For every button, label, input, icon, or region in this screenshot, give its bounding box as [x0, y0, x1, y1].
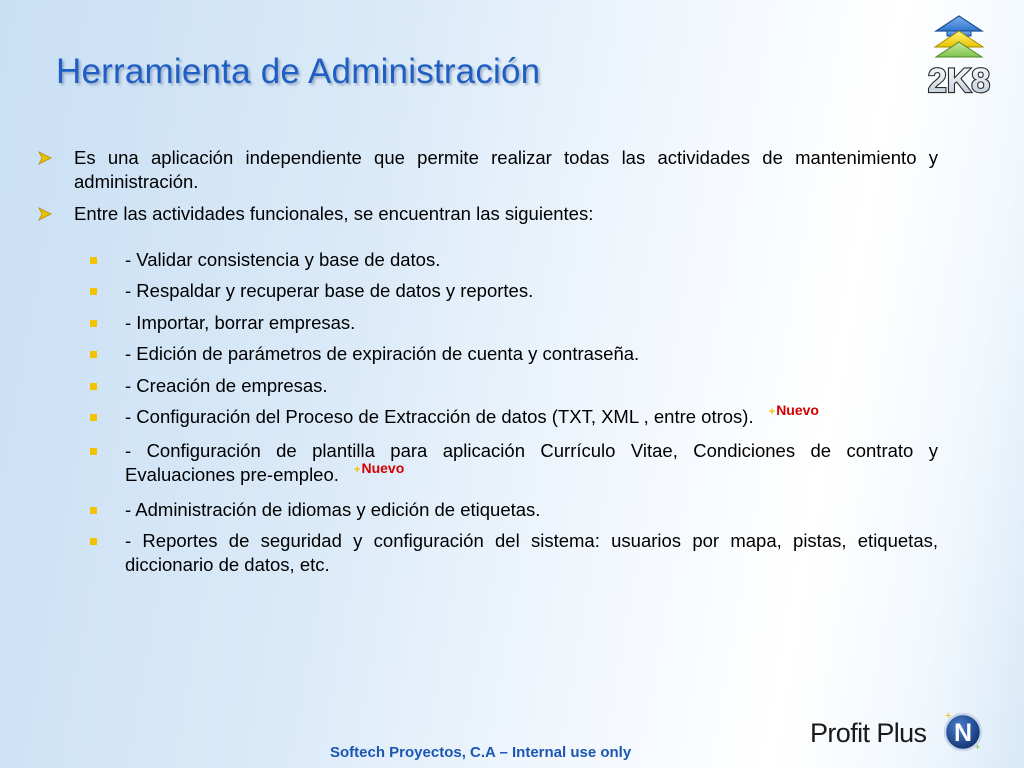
sub-bullet-text: - Importar, borrar empresas.: [125, 311, 356, 333]
nuevo-badge: [354, 460, 404, 476]
square-bullet-icon: [90, 414, 97, 421]
square-bullet-icon: [90, 320, 97, 327]
profit-plus-n-letter: N: [953, 719, 973, 747]
sub-bullet-item: [30, 311, 938, 335]
square-bullet-icon: [90, 383, 97, 390]
arrow-bullet-icon: [38, 207, 52, 221]
sub-bullet-text: - Validar consistencia y base de datos.: [125, 249, 441, 270]
nuevo-badge-text: Nuevo: [361, 460, 405, 477]
2k8-logo: [914, 14, 1004, 100]
sub-bullet-item: [30, 248, 938, 272]
sub-bullet-text: - Configuración del Proceso de Extracción de datos (TXT, XML , entre otros).: [125, 405, 754, 427]
sub-bullet-item: [30, 439, 938, 490]
square-bullet-icon: [90, 288, 97, 295]
bullet-text: Es una aplicación independiente que permite realizar todas las actividades de mantenimiento y administración.: [74, 147, 938, 192]
square-bullet-icon: [90, 257, 97, 264]
sub-bullet-text: - Respaldar y recuperar base de datos y reportes.: [125, 280, 534, 302]
svg-text:+: +: [975, 742, 981, 752]
sub-bullet-text: - Creación de empresas.: [125, 374, 328, 396]
sub-bullet-item: [30, 529, 938, 577]
square-bullet-icon: [90, 448, 97, 455]
square-bullet-icon: [90, 351, 97, 358]
sub-bullet-text: - Administración de idiomas y edición de etiquetas.: [125, 498, 541, 520]
2k8-logo-text: 2K8: [927, 62, 991, 100]
sub-bullet-item: [30, 401, 938, 432]
sub-bullet-item: [30, 498, 938, 522]
bullet-text: Entre las actividades funcionales, se encuentran las siguientes:: [74, 203, 594, 224]
slide-title: Herramienta de Administración: [56, 52, 541, 91]
sub-bullet-item: [30, 279, 938, 303]
nuevo-badge-text: Nuevo: [776, 401, 819, 418]
sub-bullet-text: - Configuración de plantilla para aplicación Currículo Vitae, Condiciones de contrato y Evaluaciones pre-empleo.: [125, 440, 938, 486]
profit-plus-logo: [810, 702, 990, 758]
profit-plus-logo-text: Profit Plus: [810, 718, 927, 748]
sub-bullet-text: - Edición de parámetros de expiración de cuenta y contraseña.: [125, 343, 640, 365]
arrow-bullet-icon: [38, 151, 52, 165]
profit-plus-n-badge-icon: [942, 710, 984, 752]
square-bullet-icon: [90, 507, 97, 514]
sub-bullet-list: [30, 248, 938, 577]
svg-text:+: +: [945, 710, 952, 722]
plus-icon: +: [768, 405, 776, 418]
sub-bullet-item: [30, 374, 938, 398]
square-bullet-icon: [90, 538, 97, 545]
slide-footer: Softech Proyectos, C.A – Internal use only: [330, 744, 632, 761]
nuevo-badge: [769, 402, 819, 418]
slide-body: [30, 146, 938, 585]
sub-bullet-text: - Reportes de seguridad y configuración del sistema: usuarios por mapa, pistas, etiquetas, diccionario de datos, etc.: [125, 530, 938, 576]
bullet-item: [30, 202, 938, 226]
bullet-item: [30, 146, 938, 194]
plus-icon: +: [354, 464, 361, 477]
sub-bullet-item: [30, 342, 938, 366]
